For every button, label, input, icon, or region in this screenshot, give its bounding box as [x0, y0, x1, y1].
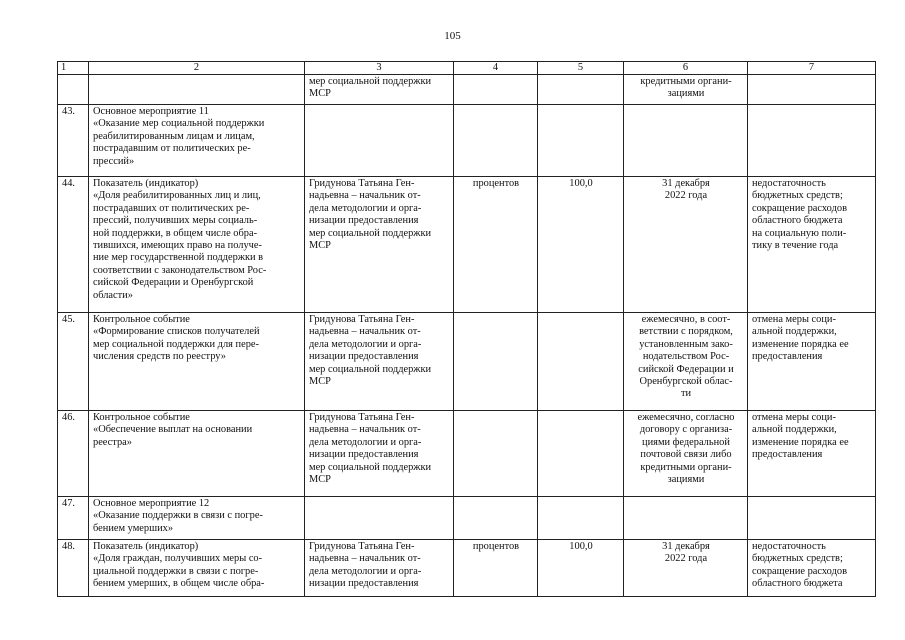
activity-name-text-line: «Формирование списков получателей: [93, 326, 260, 338]
risks-text-line: бюджетных средств;: [752, 553, 843, 565]
activity-name-text-line: «Оказание поддержки в связи с погре-: [93, 510, 263, 522]
activity-name-text-line: ной поддержки, в общем числе обра-: [93, 227, 258, 239]
responsible-executor-cell: [305, 540, 454, 597]
deadline-cell: [624, 497, 748, 540]
target-value-text-line: 100,0: [569, 541, 593, 552]
risks-text-line: сокращение расходов: [752, 202, 847, 214]
risks-text-line: альной поддержки,: [752, 424, 837, 436]
deadline-text-line: кредитными органи-: [640, 461, 732, 473]
responsible-executor-text-line: мер социальной поддержки: [309, 461, 432, 473]
activity-name-text-line: реестра»: [93, 436, 132, 448]
indicators-table: [57, 61, 876, 597]
responsible-executor-cell: [305, 313, 454, 411]
risks-text-line: изменение порядка ее: [752, 338, 849, 350]
row-number-cell: 47.: [58, 497, 89, 540]
deadline-text-line: зациями: [667, 474, 705, 486]
responsible-executor-text-line: дела методологии и орга-: [309, 565, 422, 577]
table-row: [58, 313, 876, 411]
table-row: [58, 497, 876, 540]
table-row: [58, 105, 876, 177]
responsible-executor-cell: [305, 105, 454, 177]
column-header-5: 5: [538, 62, 624, 75]
deadline-text-line: ветствии с порядком,: [639, 326, 733, 338]
row-number-cell: 48.: [58, 540, 89, 597]
target-value-cell: [538, 411, 624, 497]
target-value-text-line: 100,0: [569, 178, 593, 189]
activity-name-text-line: реабилитированным лицам и лицам,: [93, 130, 255, 142]
activity-name-text-line: бением умерших»: [93, 522, 174, 534]
responsible-executor-text-line: Гридунова Татьяна Ген-: [309, 412, 415, 423]
unit-of-measure-text-line: процентов: [472, 178, 520, 189]
responsible-executor-text-line: дела методологии и орга-: [309, 338, 422, 350]
activity-name-text-line: числения средств по реестру»: [93, 351, 226, 363]
deadline-text-line: Оренбургской облас-: [639, 376, 733, 388]
risks-cell: [748, 75, 876, 105]
activity-name-cell: [89, 75, 305, 105]
activity-name-text-line: Показатель (индикатор): [93, 178, 199, 189]
activity-name-text-line: области»: [93, 289, 133, 301]
activity-name-text-line: прессий»: [93, 155, 135, 167]
risks-text-line: отмена меры соци-: [752, 412, 836, 423]
target-value-cell: [538, 177, 624, 313]
row-number-cell: 43.: [58, 105, 89, 177]
target-value-cell: [538, 313, 624, 411]
row-number-cell: 45.: [58, 313, 89, 411]
responsible-executor-text-line: Гридунова Татьяна Ген-: [309, 178, 415, 189]
unit-of-measure-cell: [454, 313, 538, 411]
responsible-executor-text-line: мер социальной поддержки: [309, 363, 432, 375]
activity-name-text-line: «Обеспечение выплат на основании: [93, 424, 253, 436]
risks-text-line: предоставления: [752, 449, 823, 461]
activity-name-cell: [89, 497, 305, 540]
deadline-text-line: ежемесячно, согласно: [637, 412, 735, 423]
responsible-executor-text-line: Гридунова Татьяна Ген-: [309, 541, 415, 552]
row-number-cell: [58, 75, 89, 105]
deadline-text-line: ежемесячно, в соот-: [641, 314, 731, 325]
activity-name-text-line: «Доля реабилитированных лиц и лиц,: [93, 190, 261, 202]
activity-name-text-line: Основное мероприятие 12: [93, 498, 210, 509]
risks-cell: [748, 105, 876, 177]
activity-name-cell: [89, 105, 305, 177]
responsible-executor-text-line: МСР: [309, 240, 331, 252]
risks-text-line: предоставления: [752, 351, 823, 363]
responsible-executor-text-line: Гридунова Татьяна Ген-: [309, 314, 415, 325]
column-header-2: 2: [89, 62, 305, 75]
deadline-text-line: кредитными органи-: [640, 76, 732, 87]
activity-name-text-line: Контрольное событие: [93, 412, 190, 423]
risks-text-line: недостаточность: [752, 178, 826, 189]
activity-name-text-line: пострадавших от политических ре-: [93, 202, 250, 214]
responsible-executor-text-line: дела методологии и орга-: [309, 436, 422, 448]
risks-text-line: бюджетных средств;: [752, 190, 843, 202]
activity-name-cell: [89, 540, 305, 597]
responsible-executor-text-line: низации предоставления: [309, 351, 419, 363]
risks-text-line: сокращение расходов: [752, 565, 847, 577]
risks-cell: [748, 411, 876, 497]
deadline-text-line: 31 декабря: [662, 178, 710, 189]
risks-text-line: областного бюджета: [752, 215, 843, 227]
responsible-executor-cell: [305, 411, 454, 497]
activity-name-text-line: тившихся, имеющих право на получе-: [93, 240, 262, 252]
responsible-executor-text-line: мер социальной поддержки: [309, 227, 432, 239]
responsible-executor-text-line: надьевна – начальник от-: [309, 326, 421, 338]
risks-text-line: недостаточность: [752, 541, 826, 552]
responsible-executor-cell: [305, 497, 454, 540]
risks-text-line: изменение порядка ее: [752, 436, 849, 448]
deadline-text-line: ти: [680, 388, 692, 400]
activity-name-cell: [89, 411, 305, 497]
responsible-executor-text-line: МСР: [309, 474, 331, 486]
responsible-executor-text-line: низации предоставления: [309, 449, 419, 461]
activity-name-cell: [89, 177, 305, 313]
activity-name-text-line: ние мер государственной поддержки в: [93, 252, 264, 264]
page-number: 105: [444, 30, 461, 42]
responsible-executor-text-line: МСР: [309, 88, 331, 100]
deadline-text-line: зациями: [667, 88, 705, 100]
deadline-cell: [624, 75, 748, 105]
risks-cell: [748, 177, 876, 313]
activity-name-text-line: бением умерших, в общем числе обра-: [93, 578, 265, 590]
deadline-cell: [624, 540, 748, 597]
target-value-cell: [538, 540, 624, 597]
risks-cell: [748, 497, 876, 540]
activity-name-text-line: прессий, получивших меры социаль-: [93, 215, 258, 227]
activity-name-text-line: сийской Федерации и Оренбургской: [93, 277, 254, 289]
deadline-text-line: договору с организа-: [639, 424, 733, 436]
risks-text-line: отмена меры соци-: [752, 314, 836, 325]
target-value-cell: [538, 497, 624, 540]
activity-name-text-line: циальной поддержки в связи с погре-: [93, 565, 259, 577]
activity-name-text-line: «Доля граждан, получивших меры со-: [93, 553, 263, 565]
table-body: [58, 75, 876, 597]
unit-of-measure-cell: [454, 105, 538, 177]
column-header-4: 4: [454, 62, 538, 75]
unit-of-measure-cell: [454, 411, 538, 497]
unit-of-measure-text-line: процентов: [472, 541, 520, 552]
risks-text-line: тику в течение года: [752, 240, 839, 252]
responsible-executor-text-line: мер социальной поддержки: [309, 76, 432, 87]
target-value-cell: [538, 105, 624, 177]
activity-name-text-line: Основное мероприятие 11: [93, 106, 209, 117]
column-header-3: 3: [305, 62, 454, 75]
risks-text-line: областного бюджета: [752, 578, 843, 590]
row-number-cell: 46.: [58, 411, 89, 497]
activity-name-text-line: мер социальной поддержки для пере-: [93, 338, 259, 350]
responsible-executor-cell: [305, 75, 454, 105]
activity-name-cell: [89, 313, 305, 411]
risks-text-line: на социальную поли-: [752, 227, 847, 239]
responsible-executor-text-line: низации предоставления: [309, 215, 419, 227]
table-row: [58, 540, 876, 597]
activity-name-text-line: Контрольное событие: [93, 314, 190, 325]
responsible-executor-cell: [305, 177, 454, 313]
responsible-executor-text-line: надьевна – начальник от-: [309, 424, 421, 436]
deadline-text-line: 2022 года: [664, 190, 708, 202]
deadline-cell: [624, 105, 748, 177]
unit-of-measure-cell: [454, 177, 538, 313]
deadline-cell: [624, 411, 748, 497]
deadline-text-line: сийской Федерации и: [638, 363, 734, 375]
deadline-cell: [624, 313, 748, 411]
target-value-cell: [538, 75, 624, 105]
deadline-text-line: циями федеральной: [642, 436, 730, 448]
responsible-executor-text-line: дела методологии и орга-: [309, 202, 422, 214]
risks-cell: [748, 540, 876, 597]
risks-text-line: альной поддержки,: [752, 326, 837, 338]
responsible-executor-text-line: МСР: [309, 376, 331, 388]
column-header-1: 1: [58, 62, 89, 75]
row-number-cell: 44.: [58, 177, 89, 313]
responsible-executor-text-line: надьевна – начальник от-: [309, 190, 421, 202]
unit-of-measure-cell: [454, 497, 538, 540]
unit-of-measure-cell: [454, 75, 538, 105]
activity-name-text-line: пострадавшим от политических ре-: [93, 143, 251, 155]
responsible-executor-text-line: низации предоставления: [309, 578, 419, 590]
deadline-text-line: нодательством Рос-: [642, 351, 730, 363]
table-row: [58, 177, 876, 313]
table-row: [58, 411, 876, 497]
deadline-text-line: 31 декабря: [662, 541, 710, 552]
deadline-text-line: 2022 года: [664, 553, 708, 565]
responsible-executor-text-line: надьевна – начальник от-: [309, 553, 421, 565]
table-row: [58, 75, 876, 105]
activity-name-text-line: «Оказание мер социальной поддержки: [93, 118, 265, 130]
unit-of-measure-cell: [454, 540, 538, 597]
activity-name-text-line: Показатель (индикатор): [93, 541, 199, 552]
activity-name-text-line: соответствии с законодательством Рос-: [93, 264, 267, 276]
column-header-6: 6: [624, 62, 748, 75]
deadline-text-line: установленным зако-: [639, 338, 733, 350]
column-header-7: 7: [748, 62, 876, 75]
deadline-cell: [624, 177, 748, 313]
column-number-row: [58, 62, 876, 75]
risks-cell: [748, 313, 876, 411]
deadline-text-line: почтовой связи либо: [640, 449, 732, 461]
